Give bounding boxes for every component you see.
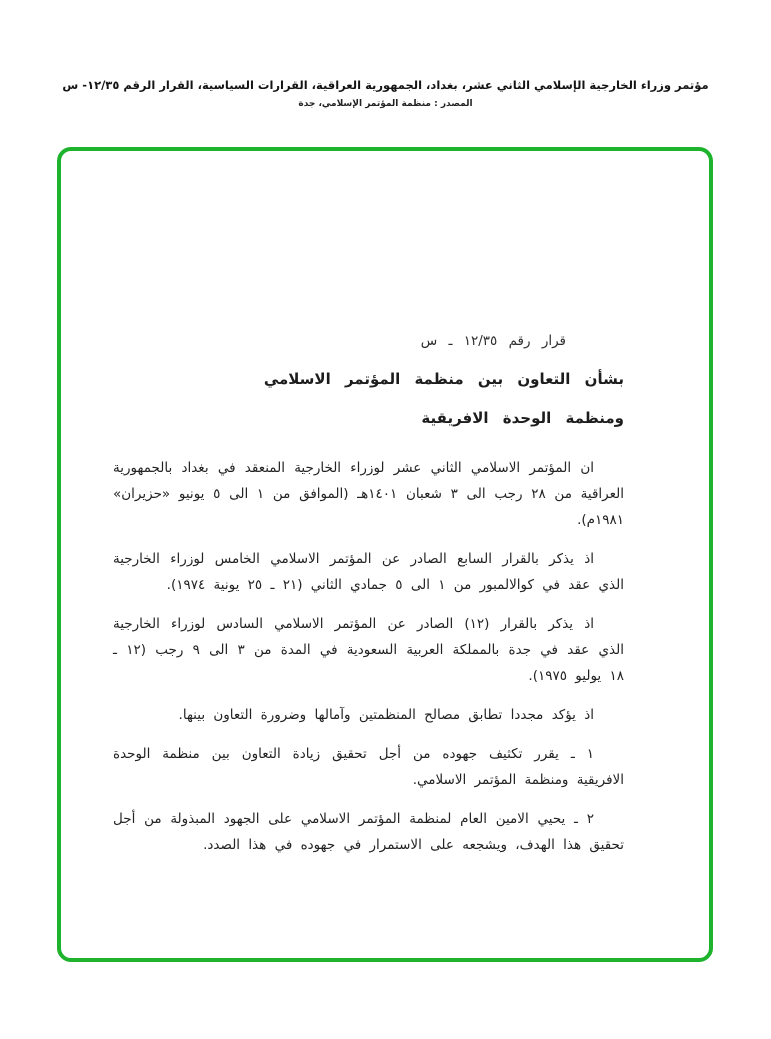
paragraph-affirmation: اذ يؤكد مجددا تطابق مصالح المنظمتين وآمالها وضرورة التعاون بينها.	[178, 707, 594, 723]
header-title: مؤتمر وزراء الخارجية الإسلامي الثاني عشر، بغداد، الجمهورية العراقية، القرارات السياسية، القرار الرقم ١٢/٣٥- س	[62, 78, 709, 92]
document-header	[55, 78, 716, 109]
resolution-number: قرار رقم ١٢/٣٥ ـ س	[420, 333, 566, 349]
resolution-subject-line1: بشأن التعاون بين منظمة المؤتمر الاسلامي	[263, 370, 624, 388]
resolution-body	[113, 455, 624, 858]
scanned-document-frame	[57, 147, 713, 962]
paragraph-recall-1: اذ يذكر بالقرار السابع الصادر عن المؤتمر الاسلامي الخامس لوزراء الخارجية الذي عقد في كوالالمبور من ١ الى ٥ جمادي الثاني (٢١ ـ ٢٥ يونية ١٩٧٤).	[113, 551, 624, 593]
paragraph-decision-1: ١ ـ يقرر تكثيف جهوده من أجل تحقيق زيادة التعاون بين منظمة الوحدة الافريقية ومنظمة المؤتمر الاسلامي.	[113, 746, 624, 788]
header-source: المصدر : منظمة المؤتمر الإسلامي، جدة	[298, 99, 473, 109]
paragraph-decision-2: ٢ ـ يحيي الامين العام لمنظمة المؤتمر الاسلامي على الجهود المبذولة من أجل تحقيق هذا الهدف، ويشجعه على الاستمرار في جهوده في هذا الصدد.	[113, 811, 624, 853]
scanned-document	[61, 151, 709, 958]
resolution-subject-line2: ومنظمة الوحدة الافريقية	[421, 409, 624, 427]
paragraph-recall-2: اذ يذكر بالقرار (١٢) الصادر عن المؤتمر الاسلامي السادس لوزراء الخارجية الذي عقد في جدة بالمملكة العربية السعودية في المدة من ٣ الى ٩ رجب (١٢ ـ ١٨ يوليو ١٩٧٥).	[113, 616, 624, 684]
paragraph-preamble: ان المؤتمر الاسلامي الثاني عشر لوزراء الخارجية المنعقد في بغداد بالجمهورية العراقية من ٢٨ رجب الى ٣ شعبان ١٤٠١هـ (الموافق من ١ الى ٥ يونيو «حزيران» ١٩٨١م).	[113, 460, 624, 528]
